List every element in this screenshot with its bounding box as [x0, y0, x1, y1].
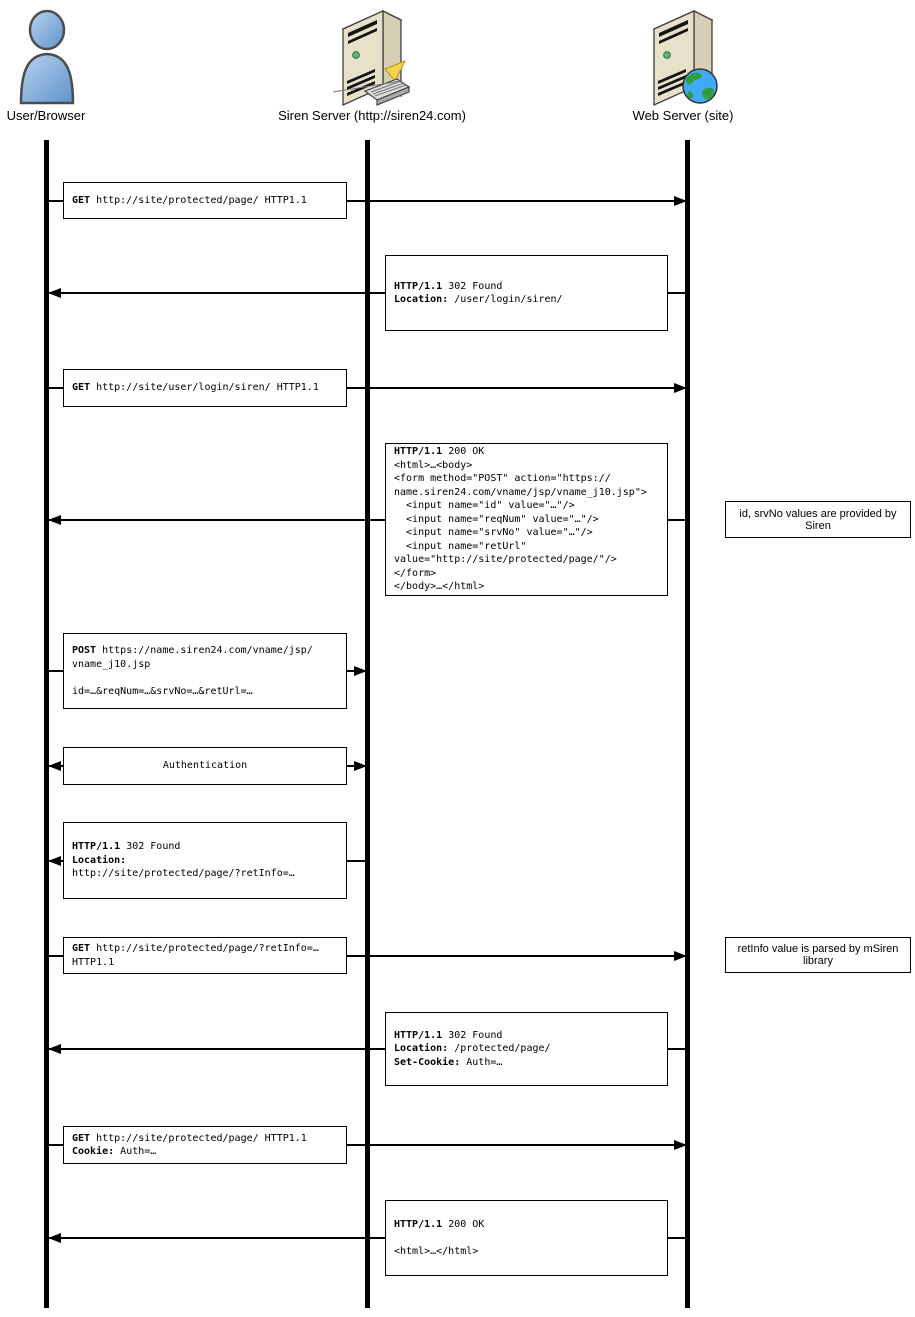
arrowhead-left: [48, 856, 61, 866]
arrowhead-left: [48, 288, 61, 298]
message-line: name.siren24.com/vname/jsp/vname_j10.jsp">: [394, 486, 647, 498]
message-line: Cookie: Auth=…: [72, 1146, 157, 1157]
message-line: HTTP1.1: [72, 956, 115, 968]
message-box: [63, 1126, 347, 1164]
server-globe-icon: [644, 1, 722, 113]
message-line: HTTP/1.1 302 Found: [394, 280, 503, 292]
arrowhead-left: [48, 1233, 61, 1243]
arrowhead-right: [674, 196, 687, 206]
message-line: Location: /user/login/siren/: [394, 294, 563, 305]
message-line: <html>…</html>: [394, 1245, 479, 1257]
message-line: [394, 1231, 659, 1245]
message-box: [63, 937, 347, 974]
message-line: Authentication: [162, 760, 248, 772]
message-line: HTTP/1.1 200 OK: [394, 1218, 485, 1230]
message-line: Location:: [72, 854, 127, 866]
annotation-note: retInfo value is parsed by mSiren library: [725, 937, 911, 973]
message-line: http://site/protected/page/?retInfo=…: [72, 868, 295, 880]
arrowhead-right: [354, 761, 367, 771]
message-line: <html>…<body>: [394, 459, 473, 471]
arrowhead-right: [674, 951, 687, 961]
arrowhead-right: [354, 666, 367, 676]
user-icon: [16, 8, 78, 111]
arrowhead-left: [48, 761, 61, 771]
actor-label-siren: Siren Server (http://siren24.com): [278, 108, 466, 123]
lifeline-web: [685, 140, 690, 1308]
lifeline-siren: [365, 140, 370, 1308]
message-line: GET http://site/protected/page/ HTTP1.1: [72, 194, 307, 206]
annotation-note: id, srvNo values are provided by Siren: [725, 501, 911, 538]
message-line: value="http://site/protected/page/"/>: [394, 554, 617, 566]
message-line: Location: /protected/page/: [394, 1043, 551, 1055]
message-line: </body>…</html>: [394, 581, 485, 593]
message-box: [63, 747, 347, 785]
message-box: [63, 369, 347, 407]
message-line: HTTP/1.1 200 OK: [394, 446, 485, 458]
arrowhead-right: [674, 1140, 687, 1150]
message-line: </form>: [394, 567, 437, 579]
arrowhead-left: [48, 1044, 61, 1054]
message-box: [63, 633, 347, 709]
arrowhead-right: [674, 383, 687, 393]
message-line: HTTP/1.1 302 Found: [394, 1029, 503, 1041]
message-box: [385, 443, 668, 596]
actor-label-user: User/Browser: [6, 108, 86, 123]
message-line: [72, 671, 338, 685]
message-line: vname_j10.jsp: [72, 658, 151, 670]
message-line: <input name="srvNo" value="…"/>: [394, 527, 593, 539]
message-box: [385, 255, 668, 331]
message-line: <input name="retUrl": [394, 540, 527, 552]
lifeline-user: [44, 140, 49, 1308]
message-line: <input name="id" value="…"/>: [394, 500, 575, 512]
message-line: POST https://name.siren24.com/vname/jsp/: [72, 645, 313, 656]
actor-label-web: Web Server (site): [632, 108, 734, 123]
message-line: HTTP/1.1 302 Found: [72, 841, 181, 853]
message-line: GET http://site/protected/page/ HTTP1.1: [72, 1132, 307, 1144]
arrowhead-left: [48, 515, 61, 525]
message-box: [63, 182, 347, 219]
message-line: GET http://site/protected/page/?retInfo=…: [72, 943, 319, 954]
message-box: [385, 1012, 668, 1086]
message-line: <form method="POST" action="https://: [394, 473, 611, 485]
message-box: [385, 1200, 668, 1276]
message-line: id=…&reqNum=…&srvNo=…&retUrl=…: [72, 685, 253, 697]
message-box: [63, 822, 347, 899]
server-keyboard-icon: [333, 1, 411, 113]
message-line: GET http://site/user/login/siren/ HTTP1.1: [72, 382, 319, 394]
message-line: Set-Cookie: Auth=…: [394, 1056, 503, 1068]
message-line: <input name="reqNum" value="…"/>: [394, 513, 599, 525]
